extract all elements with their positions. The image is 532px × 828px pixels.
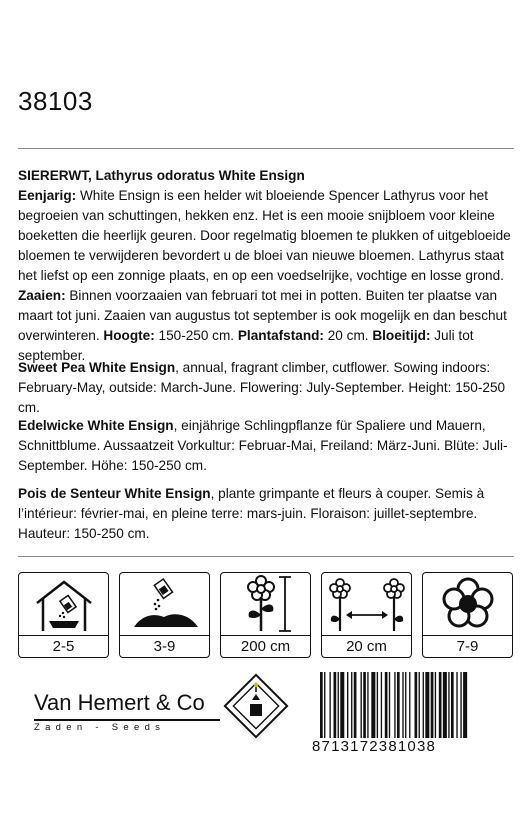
barcode-bar — [431, 672, 434, 738]
barcode-bar — [456, 672, 457, 738]
barcode-bar — [329, 672, 330, 738]
flowering-label: 7-9 — [456, 638, 479, 655]
barcode-bar — [389, 672, 390, 738]
barcode-bar — [423, 672, 424, 738]
french-name: Pois de Senteur White Ensign — [18, 486, 211, 501]
text-flowering: Juli tot september. — [18, 328, 474, 363]
german-name: Edelwicke White Ensign — [18, 418, 174, 433]
height-icon — [221, 573, 311, 635]
label-sowing: Zaaien: — [18, 288, 66, 303]
flowering-box — [422, 572, 513, 658]
barcode-bar — [351, 672, 352, 738]
german-description — [18, 416, 518, 476]
english-name: Sweet Pea White Ensign — [18, 360, 176, 375]
barcode-bar — [381, 672, 382, 738]
text-spacing: 20 cm. — [323, 328, 373, 343]
english-description — [18, 358, 518, 418]
barcode-bar — [361, 672, 362, 738]
barcode-bar — [397, 672, 400, 738]
barcode-bar — [402, 672, 403, 738]
spacing-label: 20 cm — [346, 638, 387, 655]
barcode-bar — [377, 672, 378, 738]
brand-underline — [34, 719, 220, 721]
barcode-icon — [318, 672, 514, 738]
barcode-bar — [419, 672, 420, 738]
sow-indoors-box — [18, 572, 109, 658]
barcode-bar — [405, 672, 406, 738]
barcode-bar — [371, 672, 375, 738]
barcode-bar — [443, 672, 447, 738]
product-title: SIERERWT, Lathyrus odoratus White Ensign — [18, 168, 305, 183]
sow-indoors-icon — [19, 573, 109, 635]
english-text: , annual, fragrant climber, cutflower. Sowing indoors: February-May, outside: March-June. Flowering: July-September. Height: 150-250 cm. — [18, 360, 506, 415]
sow-outdoors-label: 3-9 — [153, 638, 176, 655]
sow-outdoors-box — [119, 572, 210, 658]
sow-outdoors-icon — [120, 573, 210, 635]
barcode-bar — [451, 672, 454, 738]
barcode-number: 8713172381038 — [312, 738, 437, 755]
french-text: , plante grimpante et fleurs à couper. Semis à l’intérieur: février-mai, en pleine terre: mars-juin. Floraison: juillet-septembre. Hauteur: 150-250 cm. — [18, 486, 485, 541]
divider-bottom — [18, 556, 514, 557]
barcode-bar — [385, 672, 388, 738]
dutch-description — [18, 166, 518, 366]
barcode-bar — [354, 672, 357, 738]
label-spacing: Plantafstand: — [237, 328, 324, 343]
barcode-bar — [463, 672, 467, 738]
barcode-bar — [347, 672, 348, 738]
barcode-bar — [439, 672, 442, 738]
cultivation-icons — [18, 572, 514, 658]
sow-indoors-label: 2-5 — [52, 638, 75, 655]
brand-logo-icon — [220, 670, 292, 742]
barcode-bar — [338, 672, 339, 738]
text-height: 150-250 cm. — [154, 328, 238, 343]
height-label: 200 cm — [240, 638, 291, 655]
label-flowering: Bloeitijd: — [372, 328, 431, 343]
spacing-icon — [322, 573, 412, 635]
barcode-bar — [334, 672, 337, 738]
height-box — [220, 572, 311, 658]
german-text: , einjährige Schlingpflanze für Spaliere und Mauern, Schnittblume. Aussaatzeit Vorkultur: Februar-Mai, Freiland: März-Juni. Blüte: Juli-September. Höhe: 150-250 cm. — [18, 418, 508, 473]
barcode-bar — [409, 672, 410, 738]
barcode-bar — [394, 672, 395, 738]
text-sowing: Binnen voorzaaien van februari tot mei in potten. Buiten ter plaatse van maart tot juni. Zaaien van augustus tot september is ook mogelijk en dan beschut overwinteren. — [18, 288, 507, 343]
french-description — [18, 484, 518, 544]
divider-top — [18, 148, 514, 149]
barcode-bar — [425, 672, 429, 738]
barcode-bar — [324, 672, 325, 738]
label-height: Hoogte: — [103, 328, 155, 343]
label-annual: Eenjarig: — [18, 188, 77, 203]
barcode-bar — [340, 672, 344, 738]
barcode-bar — [460, 672, 461, 738]
flowering-icon — [423, 573, 513, 635]
brand-name: Van Hemert & Co — [34, 690, 205, 715]
brand-tagline: Zaden - Seeds — [34, 722, 166, 733]
barcode-bar — [363, 672, 366, 738]
barcode-bar — [320, 672, 323, 738]
barcode-bar — [415, 672, 418, 738]
barcode-bar — [448, 672, 449, 738]
article-number: 38103 — [18, 86, 93, 116]
barcode-bar — [367, 672, 368, 738]
barcode-bar — [435, 672, 436, 738]
text-annual: White Ensign is een helder wit bloeiende Spencer Lathyrus voor het begroeien van schuttingen, hekken enz. Het is een mooie snijbloem voor kleine boeketten die heerlijk geuren. Door regelmatig bloemen te plukken of uitgebloeide bloemen te verwijderen bevordert u de bloei van nieuwe bloemen. Lathyrus staat het liefst op een zonnige plaats, en op een voedselrijke, vochtige en losse grond. — [18, 188, 511, 283]
spacing-box — [321, 572, 412, 658]
